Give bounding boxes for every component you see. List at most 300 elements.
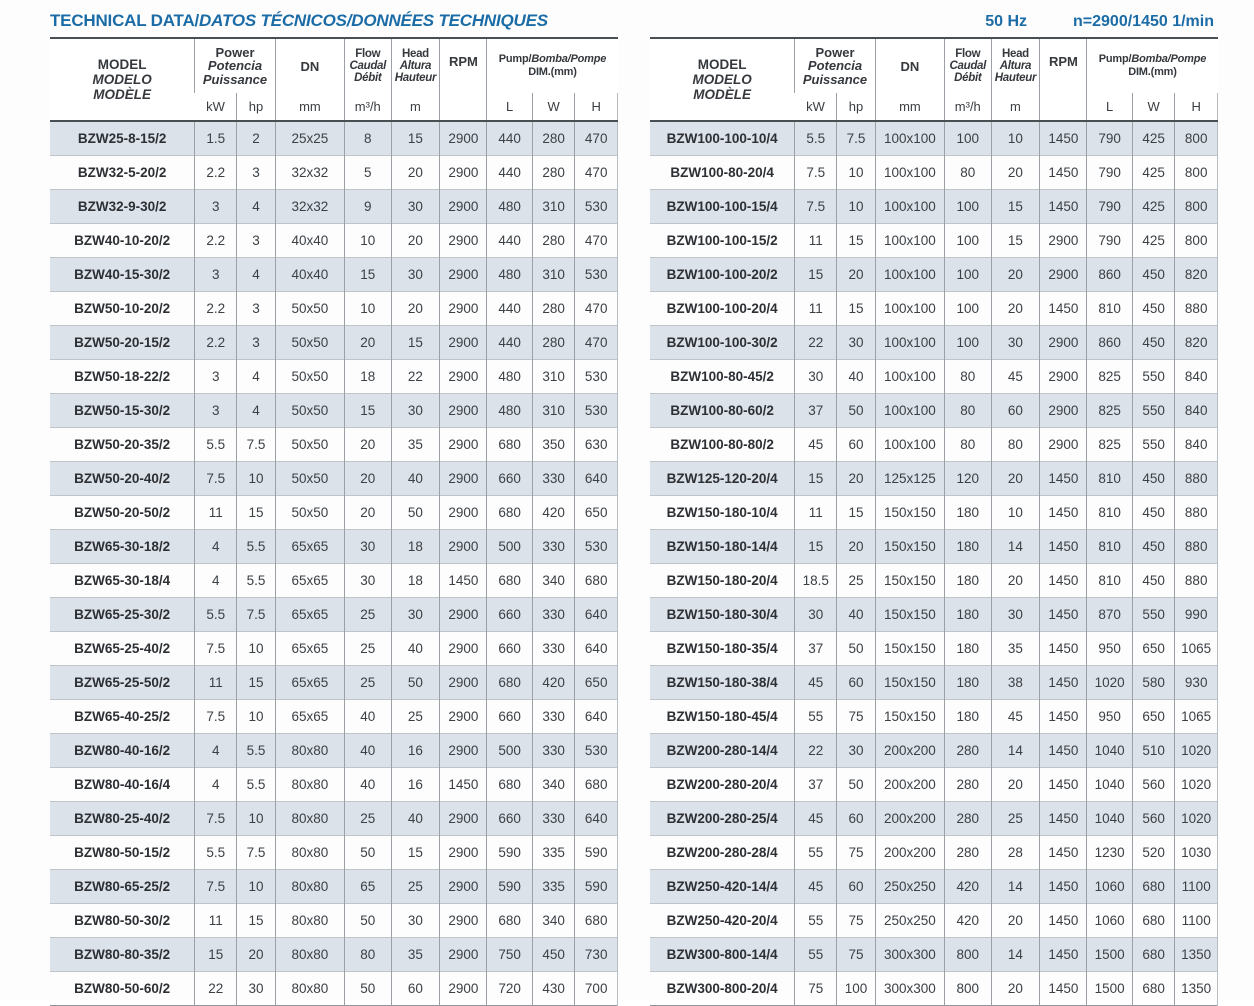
flow-cell: 15: [345, 258, 392, 292]
kw-cell: 5.5: [795, 121, 837, 156]
model-cell: BZW100-100-10/4: [666, 131, 778, 146]
dim-h-cell: 730: [575, 938, 618, 972]
kw-cell: 15: [195, 938, 237, 972]
head-cell: 20: [991, 462, 1040, 496]
kw-cell: 75: [795, 972, 837, 1006]
dim-l-cell: 480: [487, 360, 532, 394]
hp-cell: 7.5: [237, 598, 276, 632]
dn-cell: 65x65: [275, 632, 344, 666]
table-row: [650, 870, 1218, 904]
rpm-cell: 2900: [440, 496, 487, 530]
dim-h-cell: 800: [1175, 224, 1218, 258]
model-cell: BZW150-180-35/4: [650, 632, 795, 666]
head-cell: 14: [991, 870, 1040, 904]
head-cell: 20: [991, 768, 1040, 802]
dn-cell: 300x300: [875, 972, 944, 1006]
table-row: [50, 292, 618, 326]
dim-h-cell: 640: [575, 598, 618, 632]
dn-cell: 100x100: [875, 156, 944, 190]
dim-h-cell: 630: [575, 428, 618, 462]
head-cell: 45: [991, 360, 1040, 394]
dim-w-cell: 425: [1132, 121, 1175, 156]
dim-w-cell: 330: [532, 598, 575, 632]
dim-w-cell: 310: [532, 360, 575, 394]
dim-h-cell: 640: [575, 802, 618, 836]
kw-cell: 15: [795, 258, 837, 292]
dim-h-cell: 1020: [1175, 734, 1218, 768]
dim-l-cell: 720: [487, 972, 532, 1006]
head-cell: 50: [391, 666, 440, 700]
table-row: [50, 496, 618, 530]
rpm-cell: 2900: [440, 972, 487, 1006]
head-cell: 30: [391, 394, 440, 428]
kw-cell: 7.5: [195, 700, 237, 734]
model-cell: BZW100-100-30/2: [650, 326, 795, 360]
dim-h-cell: 840: [1175, 394, 1218, 428]
flow-cell: 800: [945, 972, 992, 1006]
flow-cell: 25: [345, 598, 392, 632]
page-title-en: TECHNICAL DATA/: [50, 11, 200, 30]
table-row: [650, 972, 1218, 1006]
hp-cell: 3: [237, 292, 276, 326]
head-cell: 18: [391, 564, 440, 598]
model-cell: BZW100-80-20/4: [650, 156, 795, 190]
rpm-cell: 2900: [440, 632, 487, 666]
hp-cell: 30: [237, 972, 276, 1006]
head-cell: 30: [391, 598, 440, 632]
model-cell: BZW80-50-15/2: [50, 836, 195, 870]
rpm-cell: 1450: [1040, 190, 1087, 224]
kw-cell: 11: [195, 904, 237, 938]
kw-cell: 7.5: [795, 190, 837, 224]
dim-l-cell: 810: [1087, 292, 1132, 326]
dim-h-cell: 840: [1175, 428, 1218, 462]
dim-l-cell: 810: [1087, 496, 1132, 530]
right-table-body: [650, 121, 1218, 1006]
dim-w-cell: 580: [1132, 666, 1175, 700]
flow-cell: 80: [945, 360, 992, 394]
kw-cell: 37: [795, 768, 837, 802]
dim-l-cell: 1040: [1087, 802, 1132, 836]
head-cell: 14: [991, 938, 1040, 972]
table-row: [50, 598, 618, 632]
dim-w-cell: 340: [532, 904, 575, 938]
hp-cell: 10: [237, 870, 276, 904]
rpm-cell: 1450: [1040, 496, 1087, 530]
kw-cell: 45: [795, 428, 837, 462]
head-cell: 25: [991, 802, 1040, 836]
head-cell: 45: [991, 700, 1040, 734]
rpm-cell: 2900: [440, 530, 487, 564]
dn-cell: 100x100: [875, 292, 944, 326]
kw-cell: 4: [195, 564, 237, 598]
unit-dim-w: W: [1132, 93, 1175, 121]
dn-cell: 100x100: [875, 121, 944, 156]
model-cell: BZW150-180-20/4: [650, 564, 795, 598]
flow-cell: 65: [345, 870, 392, 904]
hp-cell: 10: [837, 190, 876, 224]
dim-h-cell: 1030: [1175, 836, 1218, 870]
hp-cell: 5.5: [237, 734, 276, 768]
column-header-dn: DN: [875, 38, 944, 93]
dn-cell: 40x40: [275, 224, 344, 258]
hp-cell: 100: [837, 972, 876, 1006]
table-row: [50, 768, 618, 802]
table-row: [650, 666, 1218, 700]
dim-h-cell: 880: [1175, 530, 1218, 564]
table-row: [50, 530, 618, 564]
hp-cell: 60: [837, 870, 876, 904]
column-header-model: MODEL MODELO MODÈLE: [650, 38, 795, 121]
flow-cell: 100: [945, 190, 992, 224]
dn-cell: 50x50: [275, 292, 344, 326]
dim-w-cell: 450: [532, 938, 575, 972]
head-cell: 35: [391, 428, 440, 462]
head-cell: 20: [991, 972, 1040, 1006]
kw-cell: 2.2: [195, 156, 237, 190]
dim-w-cell: 280: [532, 292, 575, 326]
hp-cell: 20: [237, 938, 276, 972]
flow-cell: 20: [345, 326, 392, 360]
column-header-dim: Pump/Bomba/Pompe DIM.(mm): [487, 38, 618, 93]
rpm-cell: 1450: [1040, 666, 1087, 700]
dn-cell: 50x50: [275, 326, 344, 360]
dim-l-cell: 480: [487, 190, 532, 224]
head-cell: 35: [991, 632, 1040, 666]
flow-cell: 100: [945, 292, 992, 326]
hp-cell: 60: [837, 802, 876, 836]
column-header-dim: Pump/Bomba/Pompe DIM.(mm): [1087, 38, 1218, 93]
flow-cell: 15: [345, 394, 392, 428]
dim-w-cell: 330: [532, 700, 575, 734]
model-cell: BZW250-420-20/4: [650, 904, 795, 938]
dim-h-cell: 1100: [1175, 870, 1218, 904]
model-cell: BZW80-50-60/2: [50, 972, 195, 1006]
dn-cell: 200x200: [875, 802, 944, 836]
left-table: [50, 37, 618, 1006]
unit-flow: m³/h: [345, 93, 392, 121]
kw-cell: 37: [795, 632, 837, 666]
model-cell: BZW80-50-30/2: [50, 904, 195, 938]
hp-cell: 40: [837, 598, 876, 632]
hp-cell: 50: [837, 394, 876, 428]
dn-cell: 80x80: [275, 734, 344, 768]
kw-cell: 45: [795, 802, 837, 836]
hp-cell: 10: [237, 462, 276, 496]
model-cell: BZW200-280-14/4: [650, 734, 795, 768]
kw-cell: 11: [795, 496, 837, 530]
rpm-cell: 2900: [1040, 360, 1087, 394]
dim-h-cell: 650: [575, 666, 618, 700]
dn-cell: 200x200: [875, 768, 944, 802]
table-row: [650, 700, 1218, 734]
dim-l-cell: 500: [487, 530, 532, 564]
kw-cell: 4: [195, 530, 237, 564]
dim-h-cell: 880: [1175, 496, 1218, 530]
table-row: [50, 632, 618, 666]
hp-cell: 50: [837, 768, 876, 802]
hp-cell: 5.5: [237, 564, 276, 598]
dn-cell: 65x65: [275, 598, 344, 632]
dim-w-cell: 310: [532, 394, 575, 428]
table-row: [50, 428, 618, 462]
table-row: [650, 632, 1218, 666]
hp-cell: 15: [837, 292, 876, 326]
rpm-cell: 2900: [1040, 428, 1087, 462]
flow-cell: 9: [345, 190, 392, 224]
dn-cell: 80x80: [275, 904, 344, 938]
table-row: [50, 326, 618, 360]
rpm-cell: 2900: [440, 292, 487, 326]
unit-head: m: [391, 93, 440, 121]
hp-cell: 2: [237, 121, 276, 156]
dim-w-cell: 550: [1132, 360, 1175, 394]
flow-cell: 50: [345, 904, 392, 938]
flow-cell: 20: [345, 428, 392, 462]
hp-cell: 20: [837, 258, 876, 292]
dim-h-cell: 1350: [1175, 972, 1218, 1006]
column-header-model: MODEL MODELO MODÈLE: [50, 38, 195, 121]
dim-h-cell: 880: [1175, 292, 1218, 326]
dn-cell: 200x200: [875, 734, 944, 768]
dim-w-cell: 510: [1132, 734, 1175, 768]
head-cell: 20: [991, 292, 1040, 326]
dn-cell: 50x50: [275, 496, 344, 530]
flow-cell: 280: [945, 734, 992, 768]
model-cell: BZW40-10-20/2: [50, 224, 195, 258]
dim-l-cell: 950: [1087, 700, 1132, 734]
head-cell: 10: [991, 496, 1040, 530]
head-cell: 15: [391, 121, 440, 156]
hp-cell: 10: [237, 700, 276, 734]
head-cell: 30: [391, 258, 440, 292]
hp-cell: 30: [837, 326, 876, 360]
kw-cell: 2.2: [195, 292, 237, 326]
flow-cell: 100: [945, 326, 992, 360]
table-row: [50, 156, 618, 190]
flow-cell: 180: [945, 632, 992, 666]
kw-cell: 22: [795, 326, 837, 360]
dim-w-cell: 280: [532, 326, 575, 360]
unit-dn: mm: [275, 93, 344, 121]
dn-cell: 32x32: [275, 190, 344, 224]
dim-w-cell: 280: [532, 224, 575, 258]
dim-l-cell: 680: [487, 666, 532, 700]
model-cell: BZW65-25-40/2: [50, 632, 195, 666]
flow-cell: 30: [345, 564, 392, 598]
rpm-cell: 2900: [1040, 224, 1087, 258]
dim-l-cell: 680: [487, 564, 532, 598]
dim-h-cell: 700: [575, 972, 618, 1006]
table-row: [50, 734, 618, 768]
model-cell: BZW50-15-30/2: [50, 394, 195, 428]
dim-h-cell: 530: [575, 394, 618, 428]
dim-l-cell: 870: [1087, 598, 1132, 632]
hp-cell: 40: [837, 360, 876, 394]
rpm-cell: 2900: [1040, 394, 1087, 428]
dim-l-cell: 660: [487, 632, 532, 666]
head-cell: 16: [391, 734, 440, 768]
dim-h-cell: 650: [575, 496, 618, 530]
unit-kw: kW: [195, 93, 237, 121]
rpm-cell: 1450: [1040, 870, 1087, 904]
model-cell: BZW200-280-28/4: [650, 836, 795, 870]
head-cell: 10: [991, 121, 1040, 156]
kw-cell: 5.5: [195, 598, 237, 632]
table-row: [650, 326, 1218, 360]
kw-cell: 2.2: [195, 326, 237, 360]
column-header-rpm: RPM: [1040, 38, 1087, 121]
rpm-cell: 2900: [440, 360, 487, 394]
dn-cell: 300x300: [875, 938, 944, 972]
dim-l-cell: 950: [1087, 632, 1132, 666]
hp-cell: 50: [837, 632, 876, 666]
hp-cell: 10: [237, 632, 276, 666]
rpm-cell: 1450: [1040, 598, 1087, 632]
dim-w-cell: 450: [1132, 564, 1175, 598]
model-cell: BZW50-20-40/2: [50, 462, 195, 496]
head-cell: 35: [391, 938, 440, 972]
dim-h-cell: 1065: [1175, 700, 1218, 734]
flow-cell: 25: [345, 632, 392, 666]
dim-w-cell: 330: [532, 530, 575, 564]
flow-cell: 180: [945, 530, 992, 564]
dim-l-cell: 790: [1087, 190, 1132, 224]
dim-w-cell: 425: [1132, 156, 1175, 190]
model-cell: BZW50-20-50/2: [50, 496, 195, 530]
model-cell: BZW150-180-14/4: [650, 530, 795, 564]
head-cell: 15: [391, 326, 440, 360]
dim-w-cell: 560: [1132, 802, 1175, 836]
table-row: [650, 598, 1218, 632]
model-cell: BZW200-280-20/4: [650, 768, 795, 802]
kw-cell: 3: [195, 190, 237, 224]
dim-w-cell: 450: [1132, 326, 1175, 360]
dn-cell: 32x32: [275, 156, 344, 190]
dim-w-cell: 560: [1132, 768, 1175, 802]
flow-cell: 180: [945, 598, 992, 632]
dim-h-cell: 990: [1175, 598, 1218, 632]
table-row: [650, 802, 1218, 836]
kw-cell: 45: [795, 870, 837, 904]
dim-l-cell: 660: [487, 802, 532, 836]
flow-cell: 20: [345, 496, 392, 530]
flow-cell: 180: [945, 564, 992, 598]
hp-cell: 7.5: [837, 121, 876, 156]
table-row: [650, 564, 1218, 598]
model-cell: BZW150-180-45/4: [650, 700, 795, 734]
table-row: [50, 870, 618, 904]
dim-h-cell: 880: [1175, 462, 1218, 496]
dim-l-cell: 810: [1087, 530, 1132, 564]
hp-cell: 3: [237, 224, 276, 258]
dim-w-cell: 450: [1132, 530, 1175, 564]
flow-cell: 40: [345, 700, 392, 734]
dn-cell: 100x100: [875, 224, 944, 258]
dim-l-cell: 440: [487, 326, 532, 360]
dim-w-cell: 680: [1132, 870, 1175, 904]
table-row: [50, 802, 618, 836]
kw-cell: 7.5: [195, 462, 237, 496]
dim-l-cell: 440: [487, 121, 532, 156]
head-cell: 16: [391, 768, 440, 802]
rpm-cell: 1450: [1040, 632, 1087, 666]
kw-cell: 15: [795, 530, 837, 564]
dim-h-cell: 820: [1175, 326, 1218, 360]
unit-hp: hp: [237, 93, 276, 121]
hp-cell: 3: [237, 156, 276, 190]
kw-cell: 22: [795, 734, 837, 768]
flow-cell: 100: [945, 258, 992, 292]
dim-h-cell: 530: [575, 360, 618, 394]
table-row: [650, 734, 1218, 768]
dim-h-cell: 470: [575, 224, 618, 258]
kw-cell: 5.5: [195, 836, 237, 870]
dim-l-cell: 480: [487, 394, 532, 428]
dn-cell: 100x100: [875, 360, 944, 394]
hp-cell: 15: [237, 496, 276, 530]
table-row: [50, 666, 618, 700]
model-cell: BZW100-100-20/2: [650, 258, 795, 292]
model-cell: BZW80-25-40/2: [50, 802, 195, 836]
dim-w-cell: 680: [1132, 938, 1175, 972]
table-row: [650, 224, 1218, 258]
hp-cell: 15: [837, 496, 876, 530]
dim-l-cell: 1040: [1087, 734, 1132, 768]
rpm-cell: 2900: [440, 904, 487, 938]
rpm-cell: 1450: [1040, 972, 1087, 1006]
dim-h-cell: 840: [1175, 360, 1218, 394]
kw-cell: 7.5: [195, 802, 237, 836]
dim-l-cell: 590: [487, 836, 532, 870]
unit-hp: hp: [837, 93, 876, 121]
dn-cell: 80x80: [275, 836, 344, 870]
column-header-rpm: RPM: [440, 38, 487, 121]
dim-h-cell: 680: [575, 564, 618, 598]
table-row: [650, 938, 1218, 972]
unit-dim-h: H: [1175, 93, 1218, 121]
dim-w-cell: 425: [1132, 224, 1175, 258]
dim-h-cell: 1020: [1175, 802, 1218, 836]
left-table-body: [50, 121, 618, 1006]
model-cell: BZW150-180-38/4: [650, 666, 795, 700]
dn-cell: 100x100: [875, 190, 944, 224]
dim-w-cell: 550: [1132, 598, 1175, 632]
rpm-cell: 2900: [440, 224, 487, 258]
table-row: [50, 564, 618, 598]
rpm-cell: 1450: [440, 564, 487, 598]
kw-cell: 37: [795, 394, 837, 428]
model-cell: BZW125-120-20/4: [650, 462, 795, 496]
dn-cell: 50x50: [275, 394, 344, 428]
dn-cell: 50x50: [275, 360, 344, 394]
dim-l-cell: 440: [487, 224, 532, 258]
head-cell: 15: [391, 836, 440, 870]
right-table-head: [650, 38, 1218, 121]
kw-cell: 55: [795, 938, 837, 972]
flow-cell: 420: [945, 870, 992, 904]
kw-cell: 11: [795, 224, 837, 258]
flow-cell: 50: [345, 836, 392, 870]
model-cell: BZW40-15-30/2: [50, 258, 195, 292]
table-row: [650, 836, 1218, 870]
table-row: [650, 462, 1218, 496]
hp-cell: 75: [837, 904, 876, 938]
dn-cell: 125x125: [875, 462, 944, 496]
dn-cell: 100x100: [875, 258, 944, 292]
flow-cell: 10: [345, 224, 392, 258]
dn-cell: 65x65: [275, 530, 344, 564]
